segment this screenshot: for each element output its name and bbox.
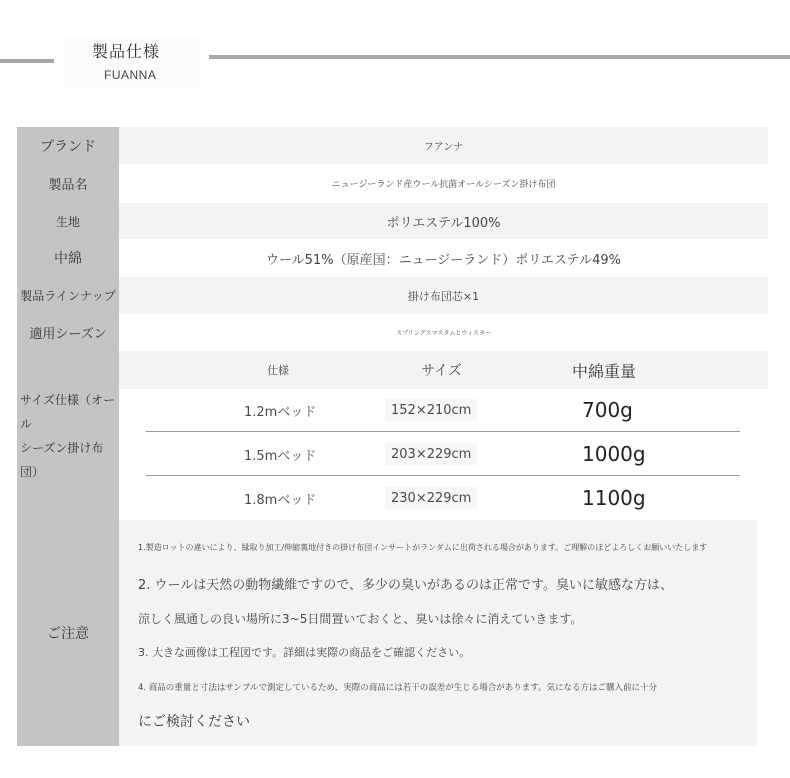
note-line-5: 4. 商品の重量と寸法はサンプルで測定しているため、実際の商品には若干の誤差が生じる場合があります。気になる方はご購入前に十分 bbox=[138, 683, 658, 693]
dimensions: 203×229cm bbox=[385, 443, 477, 465]
notes-section bbox=[17, 520, 757, 746]
spec-label: 適用シーズン bbox=[17, 314, 119, 351]
note-line-4: 3. 大きな画像は工程図です。詳細は実際の商品をご確認ください。 bbox=[138, 646, 471, 659]
spec-value: ニュージーランド産ウール抗菌オールシーズン掛け布団 bbox=[119, 164, 768, 203]
spec-value: フアンナ bbox=[119, 127, 768, 164]
header-rule-right bbox=[209, 55, 790, 59]
filling-weight: 700g bbox=[582, 398, 633, 422]
notes-label: ご注意 bbox=[17, 520, 119, 746]
spec-row-filling bbox=[17, 239, 768, 277]
spec-row-season bbox=[17, 314, 768, 351]
note-line-1: 1.製造ロットの違いにより、縁取り加工/伸縮裏地付きの掛け布団インサートがランダムに出荷される場合があります。ご理解のほどよろしくお願いいたします bbox=[138, 543, 708, 552]
size-row bbox=[119, 476, 768, 520]
filling-weight: 1000g bbox=[582, 442, 646, 466]
note-line-3: 涼しく風通しの良い場所に3~5日間置いておくと、臭いは徐々に消えていきます。 bbox=[138, 612, 583, 626]
spec-row-product-name bbox=[17, 164, 768, 203]
spec-row-fabric bbox=[17, 203, 768, 239]
spec-value: ウール51%（原産国：ニュージーランド）ポリエステル49% bbox=[119, 239, 768, 277]
size-spec-section bbox=[17, 351, 768, 520]
spec-value: ポリエステル100% bbox=[119, 203, 768, 239]
dimensions: 230×229cm bbox=[385, 487, 477, 509]
spec-label: 製品名 bbox=[17, 164, 119, 203]
section-title: 製品仕様 bbox=[92, 42, 161, 61]
bed-size: 1.8mベッド bbox=[244, 492, 317, 508]
header-spec: 仕様 bbox=[267, 364, 289, 377]
spec-label: ブランド bbox=[17, 127, 119, 164]
size-spec-label-line2: シーズン掛け布団） bbox=[20, 440, 104, 479]
size-spec-label bbox=[17, 351, 119, 520]
spec-label: 製品ラインナップ bbox=[17, 277, 119, 314]
note-line-2: 2. ウールは天然の動物繊維ですので、多少の臭いがあるのは正常です。臭いに敏感な方は、 bbox=[138, 578, 673, 593]
spec-value: スプリングスマスタムとウィスター bbox=[119, 314, 768, 351]
size-row bbox=[119, 432, 768, 476]
dimensions: 152×210cm bbox=[385, 399, 477, 421]
header-weight: 中綿重量 bbox=[572, 361, 637, 381]
size-spec-label-line1: サイズ仕様（オール bbox=[20, 392, 116, 431]
header-size: サイズ bbox=[421, 363, 462, 379]
filling-weight: 1100g bbox=[582, 486, 646, 510]
spec-row-lineup bbox=[17, 277, 768, 314]
size-table-header bbox=[119, 351, 768, 389]
section-subtitle: FUANNA bbox=[104, 68, 157, 82]
spec-value: 掛け布団芯×1 bbox=[119, 277, 768, 314]
header-rule-left bbox=[0, 59, 54, 63]
bed-size: 1.5mベッド bbox=[244, 448, 317, 464]
bed-size: 1.2mベッド bbox=[244, 404, 317, 420]
spec-row-brand bbox=[17, 127, 768, 164]
size-row bbox=[119, 388, 768, 432]
spec-label: 中綿 bbox=[17, 239, 119, 277]
spec-label: 生地 bbox=[17, 203, 119, 239]
note-line-6: にご検討ください bbox=[138, 714, 250, 730]
